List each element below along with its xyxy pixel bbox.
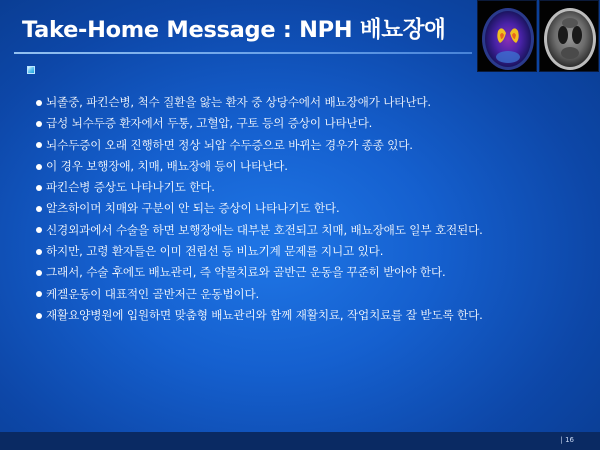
list-item — [36, 220, 596, 241]
bullet-dot-icon — [36, 249, 42, 255]
bullet-text: 이 경우 보행장애, 치매, 배뇨장애 등이 나타난다. — [46, 158, 288, 173]
list-item — [36, 156, 596, 177]
list-item — [36, 177, 596, 198]
bullet-text: 케겔운동이 대표적인 골반저근 운동법이다. — [46, 286, 260, 301]
list-item — [36, 135, 596, 156]
bullet-text: 뇌수두증이 오래 진행하면 정상 뇌압 수두증으로 바뀌는 경우가 종종 있다. — [46, 137, 413, 152]
bullet-dot-icon — [36, 291, 42, 297]
title-divider — [14, 52, 472, 54]
list-item — [36, 113, 596, 134]
bullet-dot-icon — [36, 270, 42, 276]
list-item — [36, 262, 596, 283]
bullet-dot-icon — [36, 142, 42, 148]
bullet-text: 알츠하이머 치매와 구분이 안 되는 증상이 나타나기도 한다. — [46, 201, 340, 216]
bullet-text: 재활요양병원에 입원하면 맞춤형 배뇨관리와 함께 재활치료, 작업치료를 잘 받도록 한다. — [46, 307, 483, 322]
bullet-dot-icon — [36, 185, 42, 191]
bullet-list — [36, 92, 596, 326]
list-item — [36, 92, 596, 113]
list-item — [36, 241, 596, 262]
footer-bar — [0, 432, 600, 450]
brain-scan-image-left — [477, 0, 537, 72]
bullet-text: 하지만, 고령 환자들은 이미 전립선 등 비뇨기계 문제를 지니고 있다. — [46, 244, 384, 259]
bullet-dot-icon — [36, 100, 42, 106]
bullet-text: 뇌졸중, 파킨슨병, 척수 질환을 앓는 환자 중 상당수에서 배뇨장애가 나타난다. — [46, 95, 431, 109]
brain-mri-image-right — [539, 0, 599, 72]
list-item — [36, 305, 596, 326]
bullet-text: 급성 뇌수두증 환자에서 두통, 고혈압, 구토 등의 증상이 나타난다. — [46, 116, 373, 131]
bullet-text: 그래서, 수술 후에도 배뇨관리, 즉 약물치료와 골반근 운동을 꾸준히 받아야 한다. — [46, 265, 446, 280]
bullet-marker-icon — [27, 66, 35, 74]
bullet-dot-icon — [36, 227, 42, 233]
list-item — [36, 284, 596, 305]
slide-title: Take-Home Message : NPH 배뇨장애 — [22, 17, 446, 43]
bullet-dot-icon — [36, 313, 42, 319]
bullet-dot-icon — [36, 206, 42, 212]
bullet-text: 파킨슨병 증상도 나타나기도 한다. — [46, 180, 215, 195]
bullet-text: 신경외과에서 수술을 하면 보행장애는 대부분 호전되고 치매, 배뇨장애도 일부 호전된다. — [46, 222, 483, 237]
page-number: | 16 — [560, 436, 574, 444]
bullet-dot-icon — [36, 164, 42, 170]
bullet-dot-icon — [36, 121, 42, 127]
list-item — [36, 198, 596, 219]
